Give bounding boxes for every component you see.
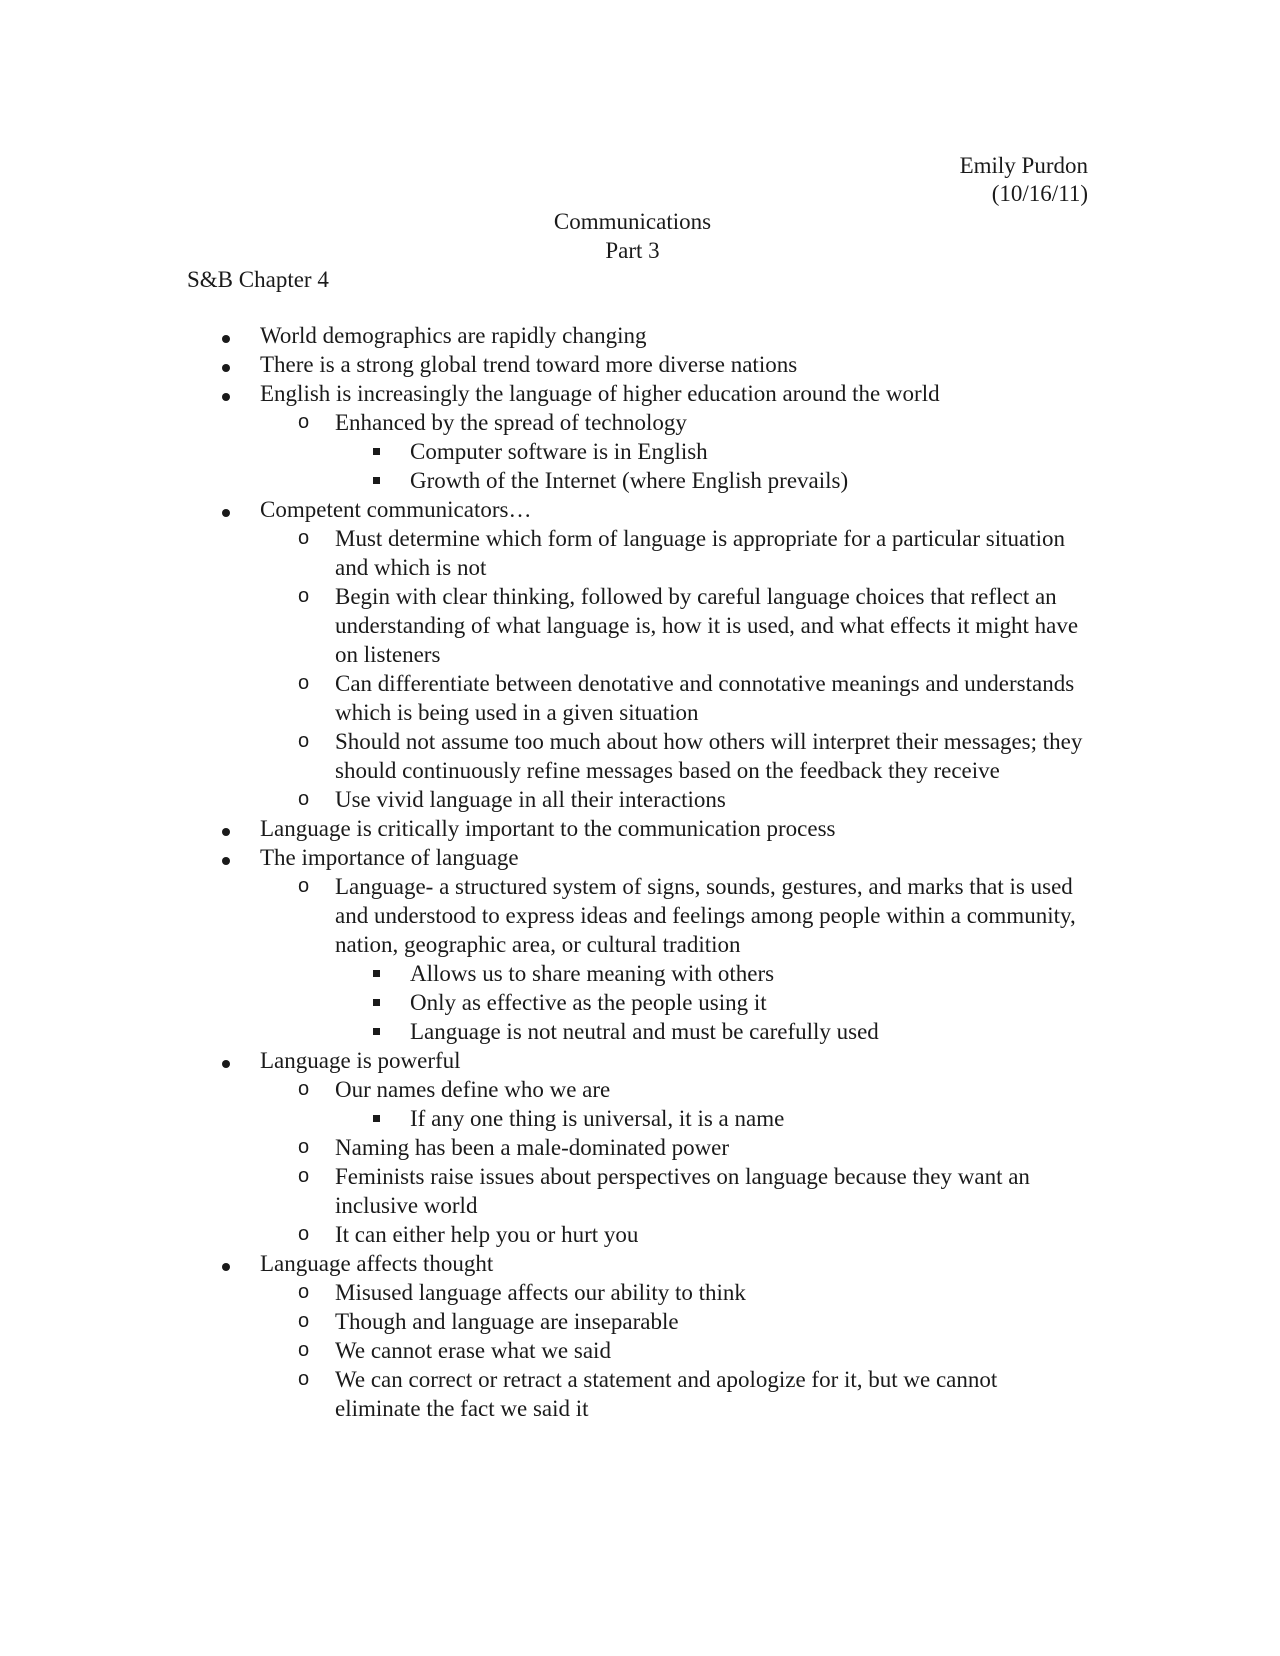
outline-item-text: Only as effective as the people using it [410,990,767,1015]
outline-item-text: Language- a structured system of signs, sounds, gestures, and marks that is used and understood to express ideas and feelings among people within a community, nation, geographic area, or cultural tradition [335,874,1076,957]
outline-item-level-1 [0,843,1280,872]
bullet-circle-marker: o [298,672,310,694]
bullet-circle-marker: o [298,1368,310,1390]
outline-item-text: If any one thing is universal, it is a name [410,1106,785,1131]
outline-item-level-2 [0,872,1280,959]
outline-item-level-2 [0,785,1280,814]
bullet-circle-marker: o [298,1281,310,1303]
outline-item-level-1 [0,379,1280,408]
outline-item-text: Misused language affects our ability to think [335,1280,746,1305]
outline-item-text: Begin with clear thinking, followed by careful language choices that reflect an understanding of what language is, how it is used, and what effects it might have on listeners [335,584,1079,667]
outline-item-level-3 [0,1017,1280,1046]
bullet-square-icon [373,1104,380,1133]
bullet-circle-marker: o [298,585,310,607]
bullet-dot-icon [222,495,230,524]
outline-item-text: Growth of the Internet (where English prevails) [410,468,849,493]
bullet-dot-icon [222,379,230,408]
outline-item-level-1 [0,495,1280,524]
bullet-dot-icon [222,814,230,843]
outline-item-level-2 [0,524,1280,582]
document-title: Communications [553,209,712,234]
bullet-square-icon [373,466,380,495]
bullet-circle-marker: o [298,1339,310,1361]
outline-item-level-2 [0,1336,1280,1365]
bullet-circle-marker: o [298,875,310,897]
bullet-circle-marker: o [298,1223,310,1245]
outline-item-level-1 [0,1046,1280,1075]
document-subtitle: Part 3 [605,238,660,263]
outline-item-text: Can differentiate between denotative and connotative meanings and understands which is being used in a given situation [335,671,1075,725]
outline-item-text: Should not assume too much about how others will interpret their messages; they should continuously refine messages based on the feedback they receive [335,729,1083,783]
bullet-dot-icon [222,321,230,350]
author-name: Emily Purdon [959,153,1088,178]
bullet-circle-marker: o [298,1310,310,1332]
outline-item-level-2 [0,1220,1280,1249]
outline-item-level-2 [0,1307,1280,1336]
outline-item-level-2 [0,1162,1280,1220]
bullet-square-icon [373,959,380,988]
outline-item-text: Enhanced by the spread of technology [335,410,687,435]
outline-item-level-2 [0,727,1280,785]
outline-item-level-3 [0,988,1280,1017]
outline-item-text: Language is critically important to the communication process [260,816,836,841]
bullet-dot-icon [222,843,230,872]
outline-item-level-2 [0,582,1280,669]
outline-item-text: Use vivid language in all their interactions [335,787,726,812]
outline-item-level-2 [0,669,1280,727]
outline-item-text: Computer software is in English [410,439,708,464]
bullet-dot-icon [222,1249,230,1278]
bullet-circle-marker: o [298,411,310,433]
outline-item-text: The importance of language [260,845,519,870]
outline-item-level-1 [0,814,1280,843]
outline-item-text: Must determine which form of language is appropriate for a particular situation and which is not [335,526,1066,580]
outline-item-level-3 [0,466,1280,495]
bullet-circle-marker: o [298,1136,310,1158]
outline-item-level-1 [0,321,1280,350]
outline-item-level-2 [0,1133,1280,1162]
outline-item-text: Competent communicators… [260,497,532,522]
outline-item-text: Language affects thought [260,1251,494,1276]
outline-item-text: Naming has been a male-dominated power [335,1135,730,1160]
outline-item-text: It can either help you or hurt you [335,1222,639,1247]
outline-item-text: Allows us to share meaning with others [410,961,775,986]
bullet-circle-marker: o [298,527,310,549]
bullet-square-icon [373,437,380,466]
bullet-circle-marker: o [298,1078,310,1100]
outline-item-text: There is a strong global trend toward more diverse nations [260,352,798,377]
outline-item-text: We cannot erase what we said [335,1338,611,1363]
bullet-dot-icon [222,350,230,379]
outline-item-level-2 [0,408,1280,437]
document-date: (10/16/11) [991,181,1088,206]
outline-item-level-2 [0,1365,1280,1423]
outline-item-level-2 [0,1278,1280,1307]
outline-item-level-3 [0,959,1280,988]
outline-item-text: English is increasingly the language of higher education around the world [260,381,940,406]
section-heading: S&B Chapter 4 [187,267,329,292]
notes-outline [0,321,1280,1423]
outline-item-level-3 [0,437,1280,466]
outline-item-level-1 [0,350,1280,379]
outline-item-text: Language is not neutral and must be carefully used [410,1019,879,1044]
outline-item-level-1 [0,1249,1280,1278]
outline-item-text: Our names define who we are [335,1077,611,1102]
outline-item-level-3 [0,1104,1280,1133]
bullet-circle-marker: o [298,788,310,810]
bullet-dot-icon [222,1046,230,1075]
bullet-square-icon [373,1017,380,1046]
outline-item-text: We can correct or retract a statement and apologize for it, but we cannot eliminate the fact we said it [335,1367,998,1421]
outline-item-text: Language is powerful [260,1048,461,1073]
outline-item-text: World demographics are rapidly changing [260,323,647,348]
bullet-circle-marker: o [298,730,310,752]
outline-item-level-2 [0,1075,1280,1104]
outline-item-text: Feminists raise issues about perspectives on language because they want an inclusive world [335,1164,1030,1218]
bullet-square-icon [373,988,380,1017]
bullet-circle-marker: o [298,1165,310,1187]
outline-item-text: Though and language are inseparable [335,1309,679,1334]
